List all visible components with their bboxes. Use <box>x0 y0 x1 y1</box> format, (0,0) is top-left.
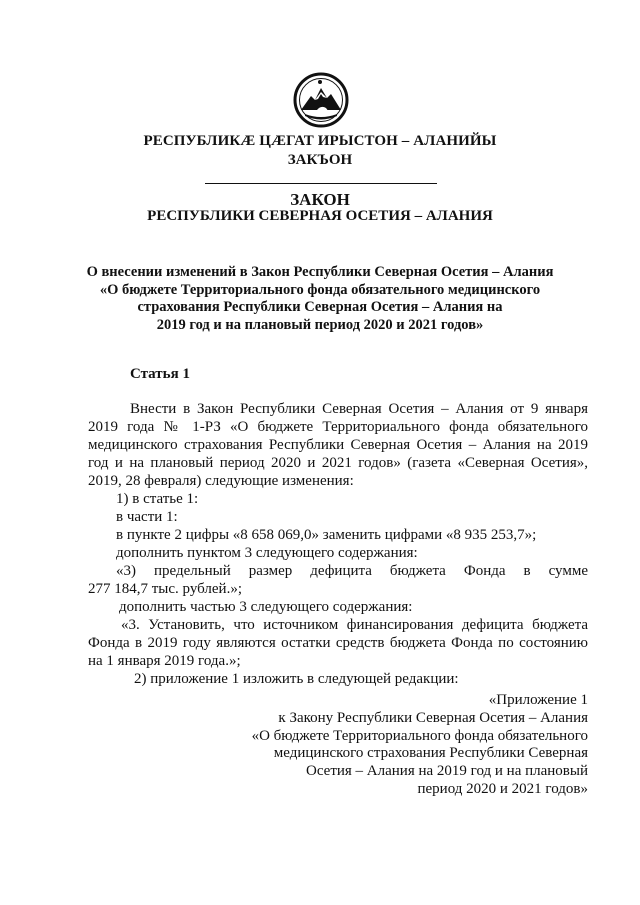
body-line: Фонда в 2019 году являются остатки средств бюджета Фонда по состоянию <box>88 635 588 651</box>
ossetian-republic-heading: РЕСПУБЛИКÆ ЦÆГАТ ИРЫСТОН – АЛАНИЙЫ <box>143 133 497 149</box>
appendix-header <box>252 692 588 799</box>
appendix-line: период 2020 и 2021 годов» <box>417 780 588 797</box>
appendix-line: медицинского страхования Республики Северная <box>273 745 588 762</box>
body-line: медицинского страхования Республики Северная Осетия – Алания на 2019 <box>88 437 588 453</box>
body-line: 1) в статье 1: <box>116 491 199 507</box>
appendix-line: «Приложение 1 <box>488 692 588 708</box>
body-line: «3. Установить, что источником финансирования дефицита бюджета <box>121 617 588 633</box>
ossetian-law-heading: ЗАКЪОН <box>287 152 353 168</box>
law-title-line: О внесении изменений в Закон Республики Северная Осетия – Алания <box>86 264 554 280</box>
body-line: на 1 января 2019 года.»; <box>88 653 241 669</box>
divider-line <box>205 183 437 184</box>
appendix-line: «О бюджете Территориального фонда обязательного <box>251 727 588 744</box>
body-line: год и на плановый период 2020 и 2021 годов» (газета «Северная Осетия», <box>88 455 588 471</box>
body-line: дополнить частью 3 следующего содержания: <box>119 599 413 615</box>
law-title-line: 2019 год и на плановый период 2020 и 2021 годов» <box>156 316 484 333</box>
body-line: «3) предельный размер дефицита бюджета Фонда в сумме <box>116 563 588 579</box>
body-line: в части 1: <box>116 509 178 525</box>
appendix-line: к Закону Республики Северная Осетия – Алания <box>278 709 588 726</box>
article-body <box>88 400 588 688</box>
body-line: дополнить пунктом 3 следующего содержания: <box>116 545 418 561</box>
body-line: 277 184,7 тыс. рублей.»; <box>88 581 242 597</box>
law-title-line: страхования Республики Северная Осетия – Алания на <box>137 299 503 315</box>
article-heading: Статья 1 <box>130 366 190 382</box>
law-title-line: «О бюджете Территориального фонда обязательного медицинского <box>99 281 541 298</box>
law-title <box>0 264 640 334</box>
body-line: 2019, 28 февраля) следующие изменения: <box>88 473 354 489</box>
russian-republic-heading: РЕСПУБЛИКИ СЕВЕРНАЯ ОСЕТИЯ – АЛАНИЯ <box>147 208 493 224</box>
coat-of-arms-emblem <box>293 72 349 128</box>
body-line: 2) приложение 1 изложить в следующей редакции: <box>134 671 459 687</box>
body-line: 2019 года № 1-РЗ «О бюджете Территориального фонда обязательного <box>88 419 588 435</box>
body-line: Внести в Закон Республики Северная Осетия – Алания от 9 января <box>130 401 588 417</box>
body-line: в пункте 2 цифры «8 658 069,0» заменить цифрами «8 935 253,7»; <box>116 527 537 543</box>
appendix-line: Осетия – Алания на 2019 год и на плановый <box>305 763 588 780</box>
law-heading: ЗАКОН <box>290 190 350 209</box>
